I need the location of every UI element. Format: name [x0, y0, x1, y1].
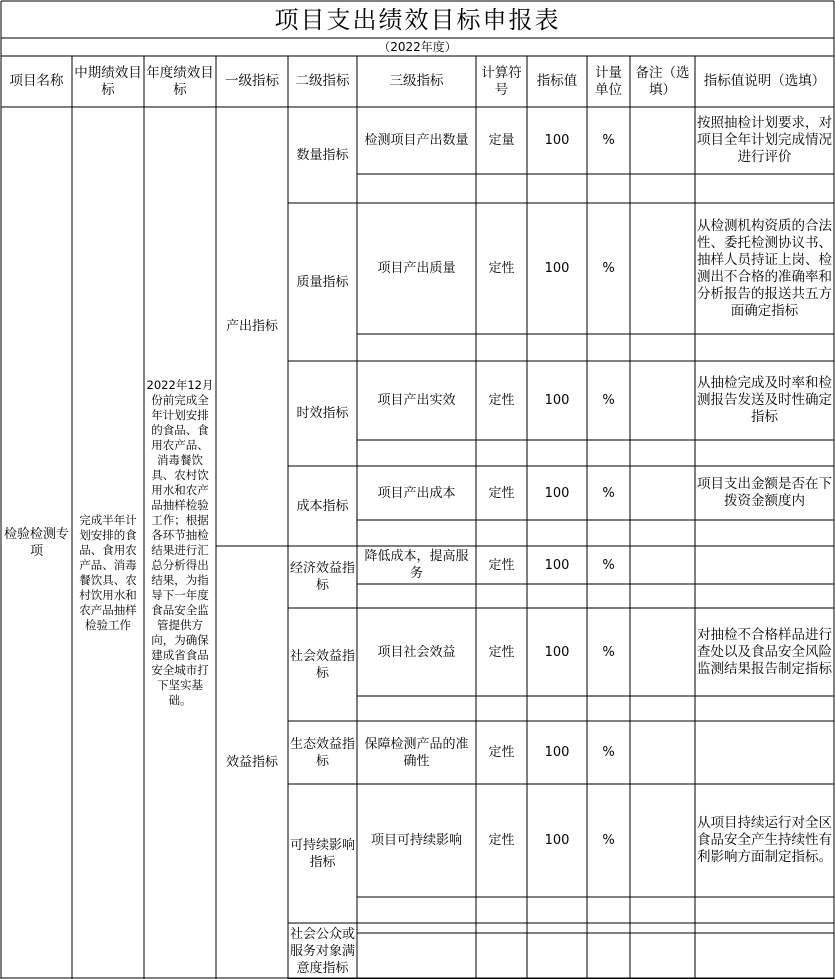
remark-cell: [630, 203, 695, 334]
value-description-cell: 从抽检完成及时率和检测报告发送及时性确定指标: [697, 375, 832, 425]
calc-symbol-cell: 定性: [488, 485, 515, 501]
remark-cell: [630, 107, 695, 174]
level2-indicator-cell: 生态效益指标: [290, 736, 356, 769]
calc-symbol-cell: 定性: [488, 833, 515, 848]
level2-indicator-cell: 数量指标: [296, 147, 349, 163]
value-description-cell: [695, 546, 834, 584]
level3-indicator-cell: 项目社会效益: [377, 644, 456, 660]
header-level2-indicator: 二级指标: [295, 73, 350, 89]
indicator-value-cell: 100: [544, 393, 570, 408]
indicator-value-cell: 100: [544, 745, 570, 760]
header-indicator-value: 指标值: [536, 73, 578, 89]
annual-goal-cell: 2022年12月份前完成全年计划安排的食品、食用农产品、消毒餐饮具、农村饮用水和农产品抽样检验工作；根据各环节抽检结果进行汇总分析得出结果，为指导下一年度食品安全监管提供方向，为确保建成省食品安全城市打下坚实基础。: [146, 378, 214, 707]
level2-indicator-cell: 社会公众或服务对象满意度指标: [290, 926, 356, 976]
unit-cell: %: [602, 261, 615, 276]
value-description-cell: 按照抽检计划要求，对项目全年计划完成情况进行评价: [697, 115, 832, 165]
value-description-cell: 项目支出金额是否在下拨资金额度内: [697, 476, 832, 509]
level2-indicator-cell: 时效指标: [296, 406, 349, 421]
calc-symbol-cell: 定性: [488, 745, 515, 760]
indicator-value-cell: 100: [544, 833, 570, 848]
header-mid-term-goal: 中期绩效目标: [74, 64, 142, 98]
level3-indicator-cell: 降低成本，提高服务: [364, 549, 469, 581]
unit-cell: %: [602, 557, 615, 573]
level1-benefit-cell: 效益指标: [225, 755, 278, 770]
header-unit: 计量单位: [595, 64, 622, 98]
header-annual-goal: 年度绩效目标: [146, 64, 214, 98]
level3-indicator-cell: 项目产出质量: [377, 261, 456, 276]
calc-symbol-cell: 定性: [488, 261, 515, 276]
form-year: （2022年度）: [378, 39, 457, 54]
calc-symbol-cell: 定性: [488, 644, 515, 660]
level1-output-cell: 产出指标: [225, 319, 278, 334]
mid-term-goal-cell: 完成半年计划安排的食品、食用农产品、消毒餐饮具、农村饮用水和农产品抽样检验工作: [79, 513, 137, 632]
level3-indicator-cell: 保障检测产品的准确性: [364, 736, 469, 769]
header-level1-indicator: 一级指标: [225, 73, 279, 89]
value-description-cell: 对抽检不合格样品进行查处以及食品安全风险监测结果报告制定指标: [697, 626, 832, 677]
level3-indicator-cell: 项目可持续影响: [370, 833, 462, 848]
level2-indicator-cell: 质量指标: [296, 274, 349, 290]
indicator-value-cell: 100: [544, 485, 570, 501]
unit-cell: %: [602, 393, 615, 408]
level2-indicator-cell: 社会效益指标: [290, 648, 356, 681]
value-description-cell: 从检测机构资质的合法性、委托检测协议书、抽样人员持证上岗、检测出不合格的准确率和分析报告的报送共五方面确定指标: [697, 217, 832, 319]
header-level3-indicator: 三级指标: [389, 73, 444, 89]
value-description-cell: 从项目持续运行对全区食品安全产生持续性有利影响方面制定指标。: [697, 815, 832, 865]
remark-cell: [630, 784, 695, 897]
unit-cell: %: [602, 644, 615, 660]
remark-cell: [630, 466, 695, 520]
form-title: 项目支出绩效目标申报表: [274, 5, 561, 34]
remark-cell: [630, 361, 695, 440]
level2-indicator-cell: 成本指标: [296, 498, 349, 514]
unit-cell: %: [602, 133, 615, 148]
level2-indicator-cell: 经济效益指标: [290, 561, 356, 593]
unit-cell: %: [602, 485, 615, 501]
level3-indicator-cell: 项目产出成本: [377, 485, 456, 501]
unit-cell: %: [602, 833, 615, 848]
value-description-cell: [695, 721, 834, 784]
header-project-name: 项目名称: [9, 73, 64, 89]
unit-cell: %: [602, 745, 615, 760]
calc-symbol-cell: 定性: [488, 557, 515, 573]
indicator-value-cell: 100: [544, 261, 570, 276]
project-name-cell: 检验检测专项: [3, 527, 69, 559]
calc-symbol-cell: 定性: [488, 393, 515, 408]
calc-symbol-cell: 定量: [488, 133, 515, 148]
remark-cell: [630, 721, 695, 784]
level3-indicator-cell: 项目产出实效: [377, 393, 456, 408]
remark-cell: [630, 608, 695, 696]
level3-indicator-cell: 检测项目产出数量: [364, 133, 469, 148]
remark-cell: [630, 546, 695, 584]
header-value-description: 指标值说明（选填）: [703, 73, 826, 89]
header-calc-symbol: 计算符号: [481, 64, 522, 98]
indicator-value-cell: 100: [544, 557, 570, 573]
indicator-value-cell: 100: [544, 133, 570, 148]
level2-indicator-cell: 可持续影响指标: [290, 837, 356, 870]
header-remark: 备注（选填）: [635, 64, 690, 98]
indicator-value-cell: 100: [544, 644, 570, 660]
